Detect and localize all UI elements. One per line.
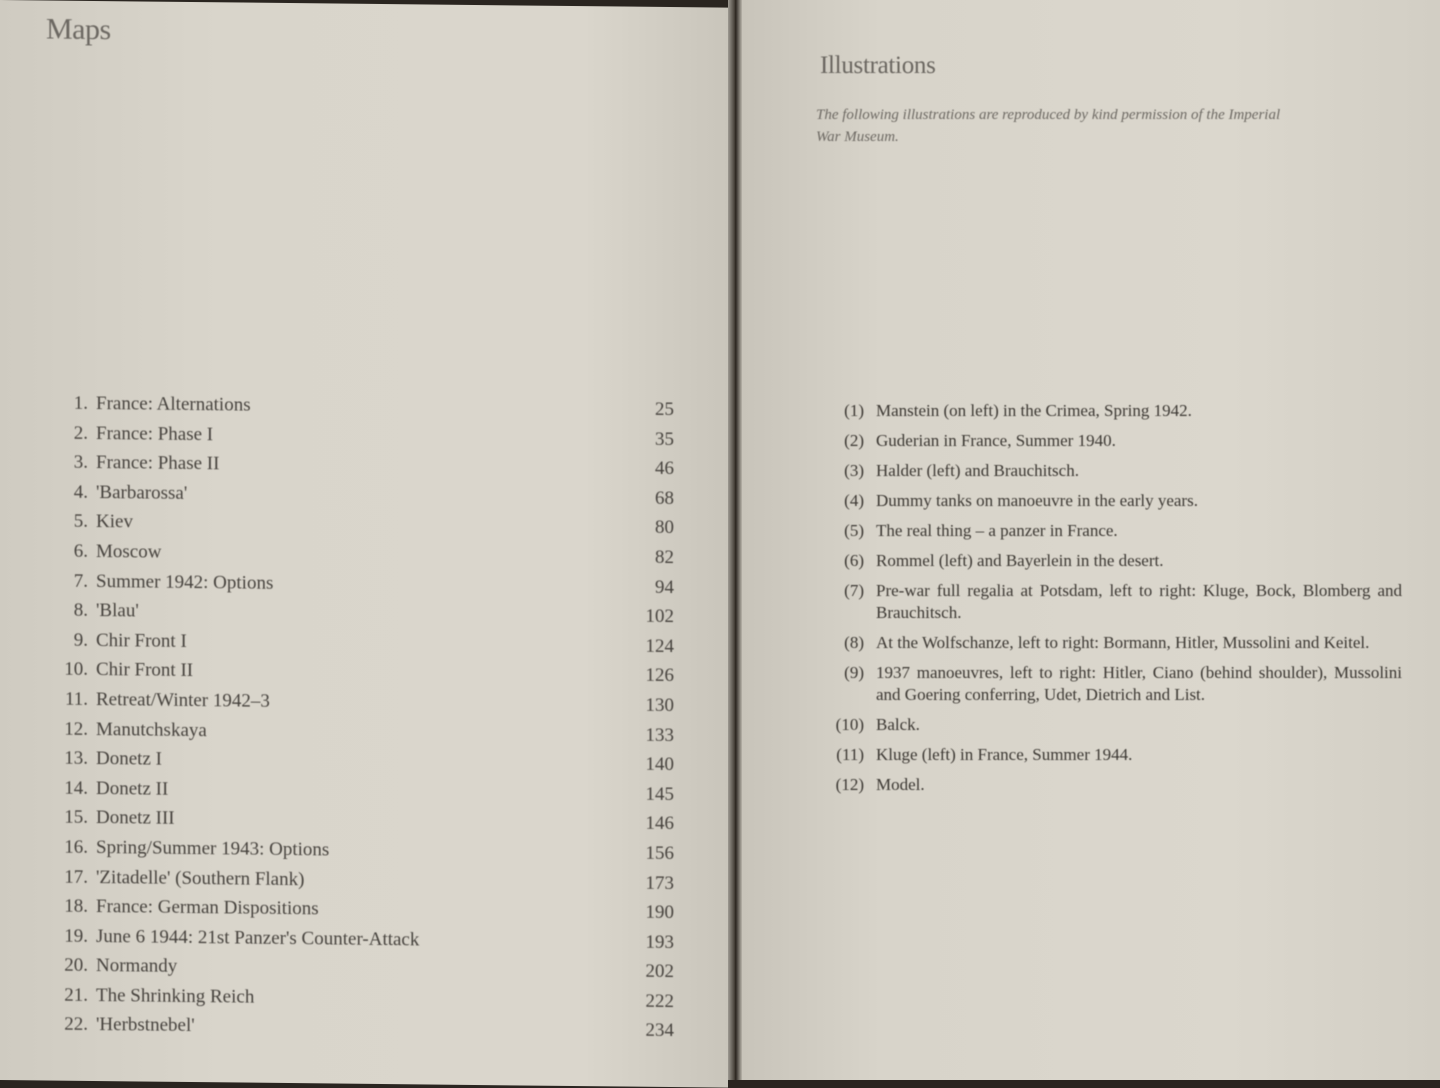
map-number: 12. (64, 718, 88, 740)
map-title: France: Phase I (96, 422, 214, 445)
map-title: France: German Dispositions (96, 896, 319, 920)
illustration-entry (816, 460, 1402, 482)
map-title: The Shrinking Reich (96, 984, 255, 1008)
illustration-caption: Model. (876, 775, 925, 794)
map-number: 19. (64, 925, 88, 947)
illustration-caption: Halder (left) and Brauchitsch. (876, 461, 1079, 480)
illustration-number: (4) (844, 491, 864, 510)
maps-list (54, 389, 694, 1047)
map-page-number: 140 (645, 753, 674, 776)
map-title: Manutchskaya (96, 718, 207, 741)
map-number: 6. (73, 540, 88, 562)
map-title: France: Alternations (96, 393, 251, 416)
map-page-number: 68 (655, 487, 674, 509)
map-page-number: 124 (645, 635, 674, 657)
map-title: 'Zitadelle' (Southern Flank) (96, 866, 305, 890)
illustration-number: (12) (835, 775, 864, 794)
map-title: Kiev (96, 511, 133, 533)
map-number: 17. (64, 866, 88, 888)
illustration-caption: Balck. (876, 715, 920, 734)
map-number: 3. (73, 451, 88, 474)
illustration-caption: At the Wolfschanze, left to right: Bormann, Hitler, Mussolini and Keitel. (876, 633, 1370, 652)
illustration-entry (816, 714, 1402, 736)
illustration-caption: The real thing – a panzer in France. (876, 521, 1118, 540)
map-page-number: 193 (645, 931, 674, 953)
illustration-number: (5) (844, 521, 864, 540)
illustration-caption: Guderian in France, Summer 1940. (876, 431, 1116, 450)
illustration-entry (816, 744, 1402, 766)
illustration-caption: Dummy tanks on manoeuvre in the early years. (876, 491, 1198, 510)
map-page-number: 80 (655, 517, 674, 539)
map-number: 10. (64, 659, 88, 681)
illustration-entry (816, 520, 1402, 542)
map-title: 'Blau' (96, 600, 139, 622)
illustration-number: (3) (844, 461, 864, 480)
illustrations-list (816, 400, 1402, 804)
illustrations-note: The following illustrations are reproduced by kind permission of the Imperial War Museum. (816, 107, 1281, 145)
map-number: 22. (64, 1014, 88, 1036)
illustration-number: (9) (844, 663, 864, 682)
map-number: 18. (64, 895, 88, 918)
map-page-number: 130 (645, 694, 674, 716)
map-title: Donetz II (96, 777, 169, 800)
map-number: 8. (73, 599, 88, 622)
map-page-number: 46 (655, 458, 674, 480)
map-number: 11. (64, 688, 88, 710)
map-page-number: 25 (655, 398, 674, 421)
map-title: France: Phase II (96, 452, 220, 475)
illustration-entry (816, 400, 1402, 422)
illustration-caption: 1937 manoeuvres, left to right: Hitler, Ciano (behind shoulder), Mussolini and Goering conferring, Udet, Dietrich and List. (876, 663, 1402, 704)
map-title: Spring/Summer 1943: Options (96, 836, 330, 861)
illustration-number: (1) (844, 401, 864, 420)
map-number: 16. (64, 836, 88, 858)
illustration-entry (816, 490, 1402, 512)
map-title: Donetz I (96, 748, 162, 770)
illustration-number: (8) (844, 633, 864, 652)
map-title: Summer 1942: Options (96, 570, 274, 594)
map-page-number: 102 (645, 605, 674, 628)
map-number: 13. (64, 747, 88, 770)
map-title: Normandy (96, 955, 178, 978)
map-number: 2. (73, 422, 88, 444)
map-page-number: 173 (645, 872, 674, 894)
map-title: Chir Front II (96, 659, 194, 682)
map-page-number: 202 (645, 961, 674, 983)
illustrations-title: Illustrations (820, 52, 936, 79)
illustration-number: (10) (835, 715, 864, 734)
illustration-entry (816, 774, 1402, 796)
illustration-caption: Pre-war full regalia at Potsdam, left to right: Kluge, Bock, Blomberg and Brauchitsch. (876, 581, 1402, 622)
map-page-number: 94 (655, 576, 674, 598)
illustration-entry (816, 550, 1402, 572)
map-title: 'Herbstnebel' (96, 1014, 195, 1037)
map-entry (54, 1010, 694, 1046)
map-page-number: 82 (655, 546, 674, 569)
book-gutter (728, 0, 742, 1080)
illustration-number: (11) (836, 745, 864, 764)
map-title: Chir Front I (96, 629, 187, 652)
right-page (742, 0, 1440, 1080)
map-number: 5. (73, 511, 88, 533)
map-page-number: 126 (645, 665, 674, 687)
map-title: Donetz III (96, 807, 175, 830)
map-page-number: 234 (645, 1020, 674, 1042)
illustration-caption: Kluge (left) in France, Summer 1944. (876, 745, 1133, 764)
map-title: 'Barbarossa' (96, 481, 188, 504)
map-number: 7. (73, 570, 88, 592)
map-page-number: 145 (645, 783, 674, 805)
map-number: 20. (64, 954, 88, 977)
illustration-entry (816, 430, 1402, 452)
illustration-caption: Manstein (on left) in the Crimea, Spring 1942. (876, 401, 1192, 420)
map-page-number: 35 (655, 428, 674, 450)
map-page-number: 222 (645, 990, 674, 1012)
map-title: June 6 1944: 21st Panzer's Counter-Attack (96, 925, 420, 951)
map-page-number: 133 (645, 724, 674, 746)
illustration-entry (816, 632, 1402, 654)
map-number: 4. (73, 481, 88, 503)
map-number: 15. (64, 806, 88, 829)
map-page-number: 156 (645, 842, 674, 864)
illustration-entry (816, 662, 1402, 706)
map-number: 1. (73, 392, 88, 414)
map-title: Moscow (96, 540, 162, 563)
illustration-number: (2) (844, 431, 864, 450)
illustration-number: (6) (844, 551, 864, 570)
map-page-number: 146 (645, 813, 674, 835)
map-number: 14. (64, 777, 88, 799)
maps-title: Maps (46, 12, 111, 47)
map-number: 9. (73, 629, 88, 651)
illustration-number: (7) (844, 581, 864, 600)
map-page-number: 190 (645, 901, 674, 924)
illustration-entry (816, 580, 1402, 624)
illustration-caption: Rommel (left) and Bayerlein in the desert. (876, 551, 1164, 570)
map-title: Retreat/Winter 1942–3 (96, 688, 270, 712)
map-number: 21. (64, 984, 88, 1006)
